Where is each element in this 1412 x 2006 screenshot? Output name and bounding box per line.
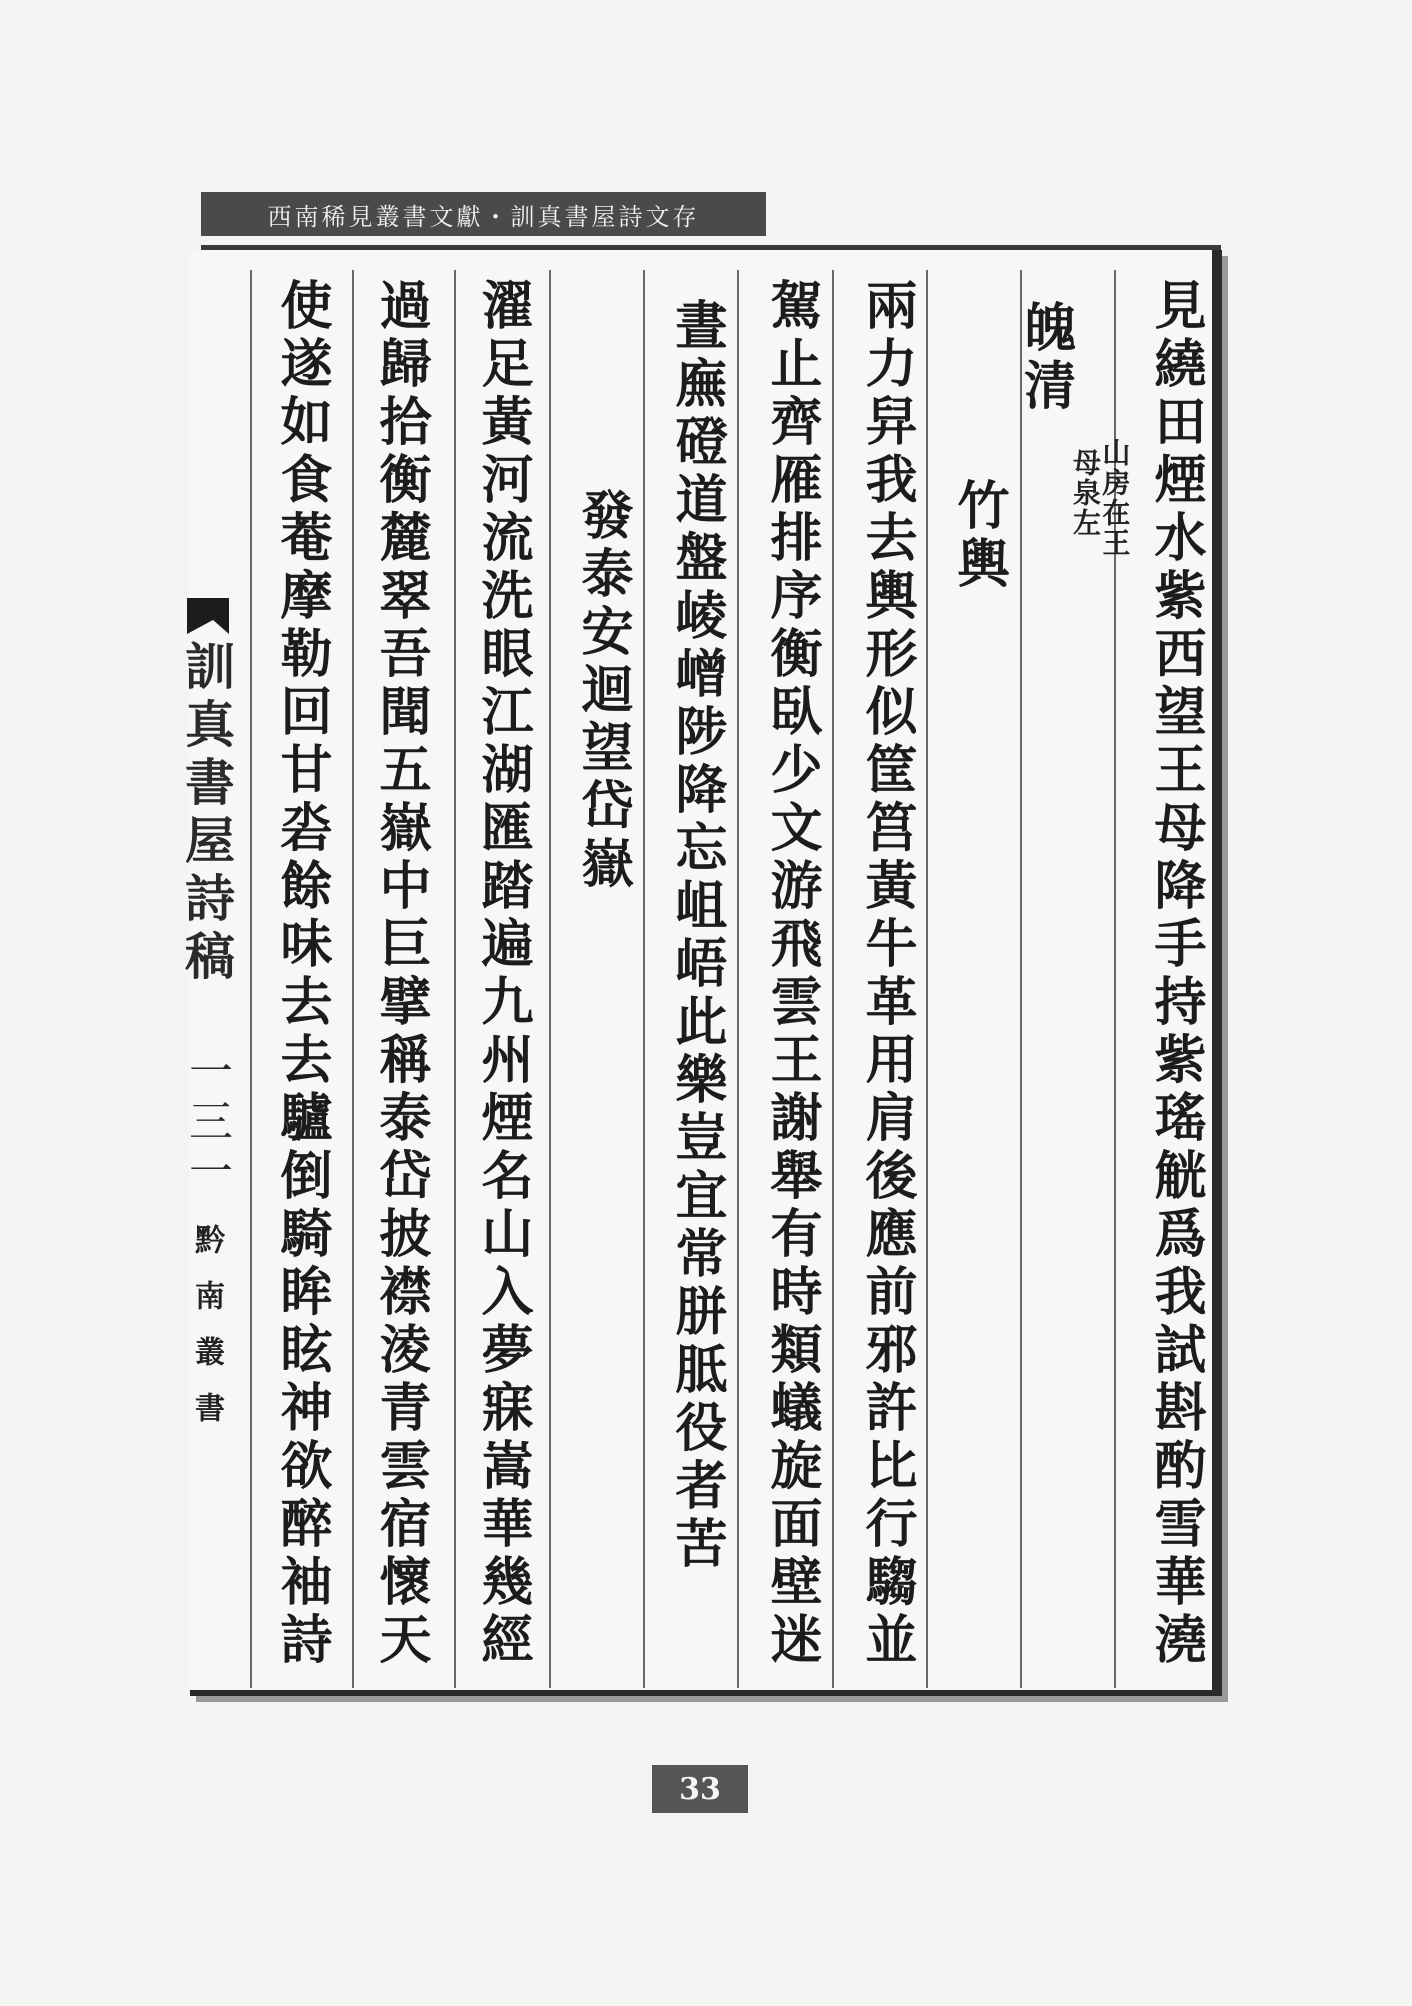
margin-page-index: 一三一 [181,1048,232,1198]
page-number [652,1765,748,1813]
column-rule [1020,270,1022,1688]
column-rule [549,270,551,1688]
column-rule [454,270,456,1688]
annotation-left: 母泉左 [1069,448,1102,538]
poem-line: 見繞田煙水紫西望王母降手持紫瑤觥爲我試斟酌雪華澆 [1145,278,1206,1670]
poem-line: 駕止齊雁排序衡臥少文游飛雲王謝舉有時類蟻旋面壁迷 [761,278,822,1670]
poem-line: 兩力舁我去輿形似筐筥黃牛革用肩後應前邪許比行騶並 [856,278,917,1670]
text-column-1 [1132,278,1218,1678]
poem-line: 魄清 [1014,300,1076,416]
poem-line: 晝廡磴道盤崚嶒陟降忘岨峿此樂豈宜常胼胝役者苦 [666,298,727,1574]
margin-column [176,590,236,1690]
text-column-4 [843,278,929,1678]
text-column-7 [559,278,645,1678]
page-number-value: 33 [679,1771,721,1807]
poem-title: 發泰安迴望岱嶽 [572,488,633,894]
text-column-9 [357,278,443,1678]
poem-title: 竹輿 [948,478,1009,594]
column-rule [250,270,252,1688]
text-column-2 [1014,278,1132,1678]
column-rule [352,270,354,1688]
poem-line: 濯足黃河流洗眼江湖匯踏遍九州煙名山入夢寐嵩華幾經 [472,278,533,1670]
text-column-8 [459,278,545,1678]
text-column-5 [748,278,834,1678]
running-header [201,192,766,236]
book-title: 訓真書屋詩稿 [177,640,236,988]
text-column-3 [936,278,1020,1678]
series-name: 黔南叢書 [189,1224,224,1448]
text-column-6 [653,278,739,1678]
running-header-title: 西南稀見叢書文獻・訓真書屋詩文存 [267,202,700,231]
poem-line: 過歸拾衡麓翠吾聞五嶽中巨擘稱泰岱披襟淩青雲宿懷天 [370,278,431,1670]
annotation-right: 山房在王 [1098,438,1132,558]
text-column-10 [258,278,344,1678]
poem-line: 使遂如食菴摩勒回甘沯餘味去去驢倒騎眸眩神欲醉袖詩 [271,278,332,1670]
